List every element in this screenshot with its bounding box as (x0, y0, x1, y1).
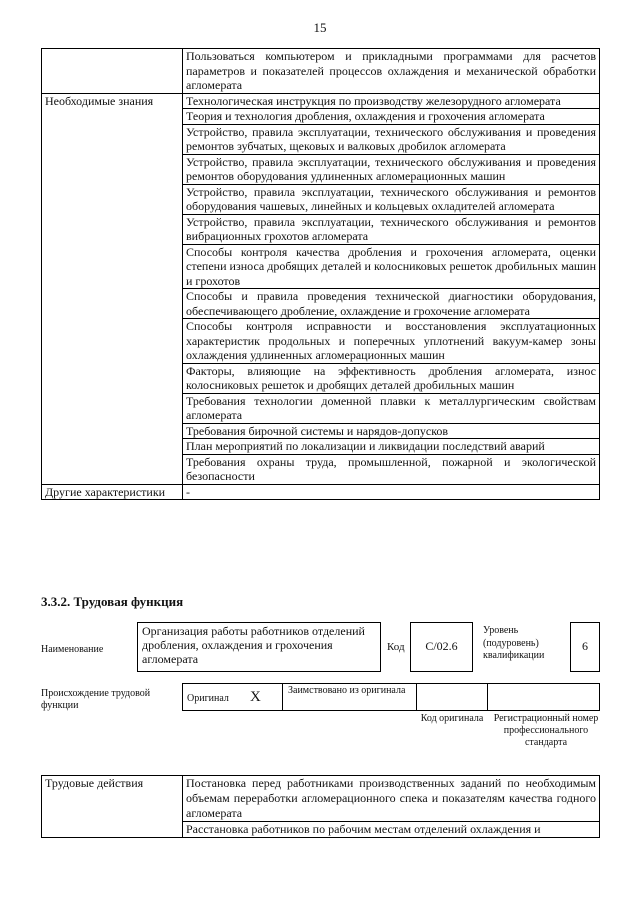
knowledge-item: Технологическая инструкция по производству железорудного агломерата (183, 93, 600, 109)
table-row (42, 484, 600, 500)
name-label: Наименование (41, 644, 104, 655)
code-value: С/02.6 (410, 622, 473, 672)
section-title: 3.3.2. Трудовая функция (41, 594, 184, 609)
knowledge-item: Требования бирочной системы и нарядов-допусков (183, 423, 600, 439)
knowledge-item: Устройство, правила эксплуатации, технического обслуживания и проведения ремонтов оборудования удлиненных агломерационных машин (183, 154, 600, 184)
other-value: - (183, 484, 600, 500)
action-item: Постановка перед работниками производственных заданий по необходимым объемам переработки агломерационного спека и показателям качества годного агломерата (183, 776, 600, 822)
actions-table (41, 775, 600, 838)
origin-cell-reg-number (487, 683, 600, 711)
knowledge-item: Устройство, правила эксплуатации, технического обслуживания и проведения ремонтов зубчатых, щековых и валковых дробилок агломерата (183, 124, 600, 154)
level-value: 6 (570, 622, 600, 672)
continuation-skill: Пользоваться компьютером и прикладными программами для расчетов параметров и показателей процессов охлаждения и механической обработки агломерата (183, 49, 600, 94)
knowledge-label: Необходимые знания (42, 93, 183, 484)
code-label: Код (387, 641, 405, 653)
knowledge-item: Теория и технология дробления, охлаждения и грохочения агломерата (183, 109, 600, 125)
table-cell-empty (42, 49, 183, 94)
table-row (42, 776, 600, 822)
table-row (42, 49, 600, 94)
knowledge-item: Требования охраны труда, промышленной, пожарной и экологической безопасности (183, 454, 600, 484)
caption-reg-number: Регистрационный номер профессионального стандарта (493, 713, 599, 748)
knowledge-item: Способы контроля исправности и восстановления эксплуатационных характеристик продольных и поперечных уплотнений вакуум-камер зоны охлаждения удлиненных агломерационных машин (183, 319, 600, 364)
level-label: Уровень (подуровень) квалификации (483, 625, 545, 661)
page-number: 15 (313, 20, 327, 35)
other-label: Другие характеристики (42, 484, 183, 500)
knowledge-item: Требования технологии доменной плавки к металлургическим свойствам агломерата (183, 393, 600, 423)
actions-label: Трудовые действия (42, 776, 183, 838)
origin-cell-code (416, 683, 488, 711)
knowledge-item: Факторы, влияющие на эффективность дробления агломерата, износ колосниковых решеток и дробящих деталей дробильных машин (183, 363, 600, 393)
knowledge-item: Способы контроля качества дробления и грохочения агломерата, оценки степени износа дробящих деталей и колосниковых решеток дробильных машин и грохотов (183, 244, 600, 289)
function-name-value: Организация работы работников отделений дробления, охлаждения и грохочения агломерата (137, 622, 381, 672)
knowledge-item: Устройство, правила эксплуатации, технического обслуживания и ремонтов вибрационных грохотов агломерата (183, 214, 600, 244)
knowledge-item: Способы и правила проведения технической диагностики оборудования, обеспечивающего дробление, охлаждение и грохочение агломерата (183, 289, 600, 319)
knowledge-table (41, 48, 600, 500)
action-item: Расстановка работников по рабочим местам отделений охлаждения и (183, 822, 600, 838)
knowledge-item: Устройство, правила эксплуатации, технического обслуживания и ремонтов оборудования чашевых, линейных и кольцевых охладителей агломерата (183, 184, 600, 214)
origin-label: Происхождение трудовой функции (41, 688, 151, 711)
knowledge-item: План мероприятий по локализации и ликвидации последствий аварий (183, 439, 600, 455)
table-row (42, 93, 600, 109)
original-mark: X (250, 689, 261, 705)
borrowed-label: Заимствовано из оригинала (288, 685, 406, 696)
caption-code: Код оригинала (420, 713, 484, 724)
original-label: Оригинал (187, 693, 229, 704)
